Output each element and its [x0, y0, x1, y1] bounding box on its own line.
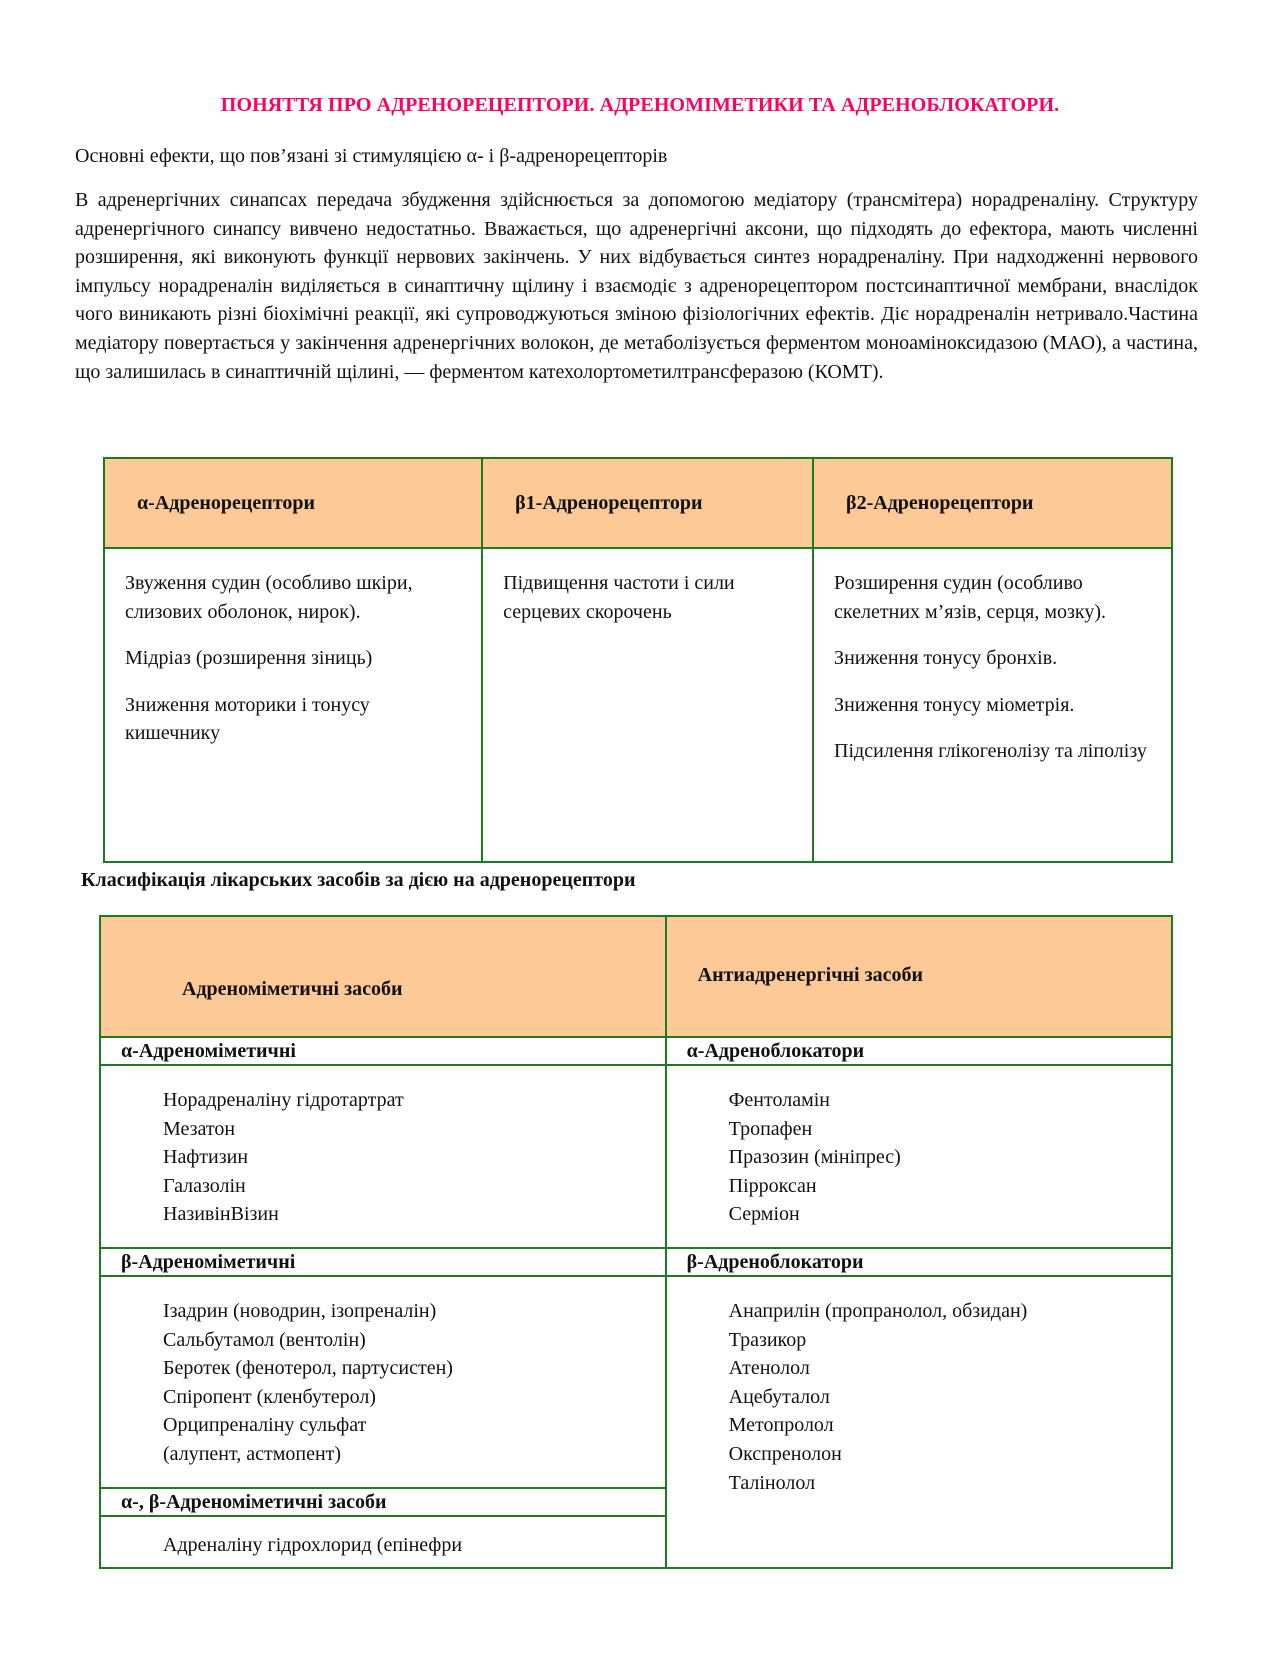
drug-item: Спіропент (кленбутерол): [163, 1385, 376, 1408]
drug-item: Пірроксан: [728, 1174, 817, 1197]
header-label: Антиадренергічні засоби: [697, 964, 924, 986]
drug-item: Адреналіну гідрохлорид (епінефри: [163, 1534, 463, 1556]
group-header-row: [100, 1248, 1172, 1276]
drug-item: Орципреналіну сульфат: [163, 1414, 367, 1437]
drug-item: Анаприлін (пропранолол, обзидан): [728, 1300, 1028, 1322]
drug-item: Галазолін: [163, 1174, 246, 1197]
intro-paragraph: В адренергічних синапсах передача збудження здійснюється за допомогою медіатору (трансмітера) норадреналіну. Структуру адренергічного синапсу вивчено недостатньо. Вважається, що адренергічні аксони, що підходять до ефектора, мають численні розширення, які виконують функції нервових закінчень. У них відбувається синтез норадреналіну. При надходженні нервового імпульсу норадреналін виділяється в синаптичну щілину і взаємодіє з адренорецептором постсинаптичної мембрани, внаслідок чого виникають різні біохімічні реакції, які супроводжуються зміною фізіологічних ефектів. Діє норадреналін нетривало.Частина медіатору повертається у закінчення адренергічних волокон, де метаболізується ферментом моноаміноксидазою (МАО), а частина, що залишилась в синаптичній щілині, — ферментом катехолортометилтрансферазою (КОМТ).: [75, 189, 1198, 383]
alpha-blocker-drug-list: [666, 1065, 1172, 1248]
header-beta2-receptors: β2-Адренорецептори: [813, 458, 1172, 548]
drug-item: Мезатон: [163, 1117, 236, 1140]
effect-item: Зниження моторики і тонусу кишечнику: [125, 693, 370, 745]
table-header-row: [104, 458, 1172, 548]
lead-sentence: Основні ефекти, що пов’язані зі стимуляцією α- і β-адренорецепторів: [75, 145, 668, 167]
drug-item: Окспренолон: [728, 1442, 842, 1465]
header-adrenomimetic: [100, 916, 666, 1037]
drug-item: Тропафен: [728, 1117, 813, 1140]
group-alpha-mimetic: α-Адреноміметичні: [100, 1037, 666, 1065]
receptors-effects-table: [103, 457, 1173, 863]
effect-item: Підвищення частоти і сили серцевих скорочень: [503, 572, 735, 623]
beta-blocker-drug-list: [666, 1276, 1172, 1568]
beta-mimetic-drug-list: [100, 1276, 666, 1488]
drug-item: Серміон: [728, 1203, 800, 1226]
drug-item: Фентоламін: [728, 1089, 830, 1111]
drug-item: (алупент, астмопент): [163, 1442, 342, 1465]
table-header-row: [100, 916, 1172, 1037]
alpha-mimetic-drug-list: [100, 1065, 666, 1248]
alpha-beta-mimetic-drug-list: [100, 1516, 666, 1568]
beta1-effects-cell: [482, 548, 813, 862]
alpha-effects-cell: [104, 548, 482, 862]
group-header-row: [100, 1037, 1172, 1065]
drug-item: Ізадрин (новодрин, ізопреналін): [163, 1300, 437, 1322]
drug-item: Метопролол: [728, 1414, 834, 1437]
group-alpha-beta-mimetic: α-, β-Адреноміметичні засоби: [100, 1488, 666, 1516]
effect-item: Звуження судин (особливо шкіри, слизових оболонок, нирок).: [125, 572, 413, 623]
drug-item: Атенолол: [728, 1357, 810, 1380]
drug-item: Беротек (фенотерол, партусистен): [163, 1357, 453, 1380]
drug-item: НазивінВізин: [163, 1203, 279, 1226]
drug-item: Празозин (мініпрес): [728, 1146, 901, 1169]
drug-item: Нафтизин: [163, 1146, 249, 1169]
effect-item: Розширення судин (особливо скелетних м’язів, серця, мозку).: [834, 572, 1106, 623]
header-alpha-receptors: α-Адренорецептори: [104, 458, 482, 548]
effect-item: Мідріаз (розширення зіниць): [125, 647, 373, 670]
table-row: [104, 548, 1172, 862]
page-title: ПОНЯТТЯ ПРО АДРЕНОРЕЦЕПТОРИ. АДРЕНОМІМЕТИКИ ТА АДРЕНОБЛОКАТОРИ.: [220, 94, 1060, 116]
header-label: Адреноміметичні засоби: [182, 978, 403, 1000]
group-alpha-blockers: α-Адреноблокатори: [666, 1037, 1172, 1065]
effect-item: Підсилення глікогенолізу та ліполізу: [834, 740, 1147, 763]
header-beta1-receptors: β1-Адренорецептори: [482, 458, 813, 548]
effect-item: Зниження тонусу міометрія.: [834, 693, 1075, 716]
drug-item: Ацебуталол: [728, 1385, 830, 1408]
effect-item: Зниження тонусу бронхів.: [834, 647, 1058, 670]
group-beta-blockers: β-Адреноблокатори: [666, 1248, 1172, 1276]
classification-table: [99, 915, 1173, 1569]
header-antiadrenergic: [666, 916, 1172, 1037]
table-row: [100, 1276, 1172, 1488]
group-beta-mimetic: β-Адреноміметичні: [100, 1248, 666, 1276]
drug-item: Сальбутамол (вентолін): [163, 1328, 366, 1351]
drug-item: Норадреналіну гідротартрат: [163, 1089, 404, 1111]
drug-item: Тразикор: [728, 1328, 807, 1351]
classification-heading: Класифікація лікарських засобів за дією на адренорецептори: [81, 869, 636, 891]
drug-item: Талінолол: [728, 1471, 816, 1494]
beta2-effects-cell: [813, 548, 1172, 862]
table-row: [100, 1065, 1172, 1248]
